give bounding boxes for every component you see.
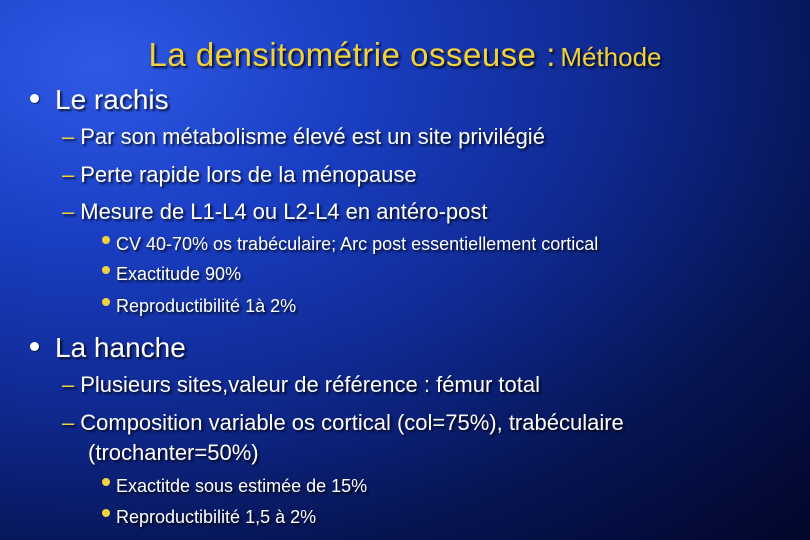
bullet-dot-icon — [102, 236, 110, 244]
sub-list-item-text: Reproductibilité 1à 2% — [116, 296, 297, 316]
sub-list-item — [102, 264, 241, 285]
bullet-dot-icon — [102, 509, 110, 517]
list-item-continuation — [88, 440, 259, 466]
sub-list-item — [102, 234, 598, 255]
bullet-dot-icon — [30, 342, 39, 351]
bullet-dot-icon — [102, 298, 110, 306]
list-item-text: (trochanter=50%) — [88, 440, 259, 465]
slide-title-sub: Méthode — [560, 42, 662, 72]
section-heading-rachis — [30, 84, 169, 116]
bullet-dot-icon — [102, 266, 110, 274]
slide-title — [0, 36, 810, 74]
section-heading-label: Le rachis — [55, 84, 169, 115]
sub-list-item — [102, 507, 316, 528]
sub-list-item-text: Exactitde sous estimée de 15% — [116, 476, 368, 496]
sub-list-item — [102, 296, 296, 317]
list-item — [62, 162, 417, 188]
dash-icon: – — [62, 410, 75, 435]
section-heading-hanche — [30, 332, 186, 364]
list-item-text: Perte rapide lors de la ménopause — [80, 162, 417, 187]
sub-list-item — [102, 476, 367, 497]
section-heading-label: La hanche — [55, 332, 186, 363]
list-item-text: Mesure de L1-L4 ou L2-L4 en antéro-post — [80, 199, 488, 224]
list-item — [62, 410, 624, 436]
list-item — [62, 124, 545, 150]
bullet-dot-icon — [30, 94, 39, 103]
slide-title-main: La densitométrie osseuse : — [148, 36, 556, 73]
dash-icon: – — [62, 162, 75, 187]
dash-icon: – — [62, 199, 75, 224]
list-item — [62, 199, 488, 225]
list-item — [62, 372, 540, 398]
list-item-text: Par son métabolisme élevé est un site privilégié — [80, 124, 545, 149]
list-item-text: Plusieurs sites,valeur de référence : fémur total — [80, 372, 541, 397]
sub-list-item-text: CV 40-70% os trabéculaire; Arc post essentiellement cortical — [116, 234, 599, 254]
sub-list-item-text: Exactitude 90% — [116, 264, 242, 284]
list-item-text: Composition variable os cortical (col=75%), trabéculaire — [80, 410, 624, 435]
dash-icon: – — [62, 372, 75, 397]
dash-icon: – — [62, 124, 75, 149]
sub-list-item-text: Reproductibilité 1,5 à 2% — [116, 507, 317, 527]
bullet-dot-icon — [102, 478, 110, 486]
